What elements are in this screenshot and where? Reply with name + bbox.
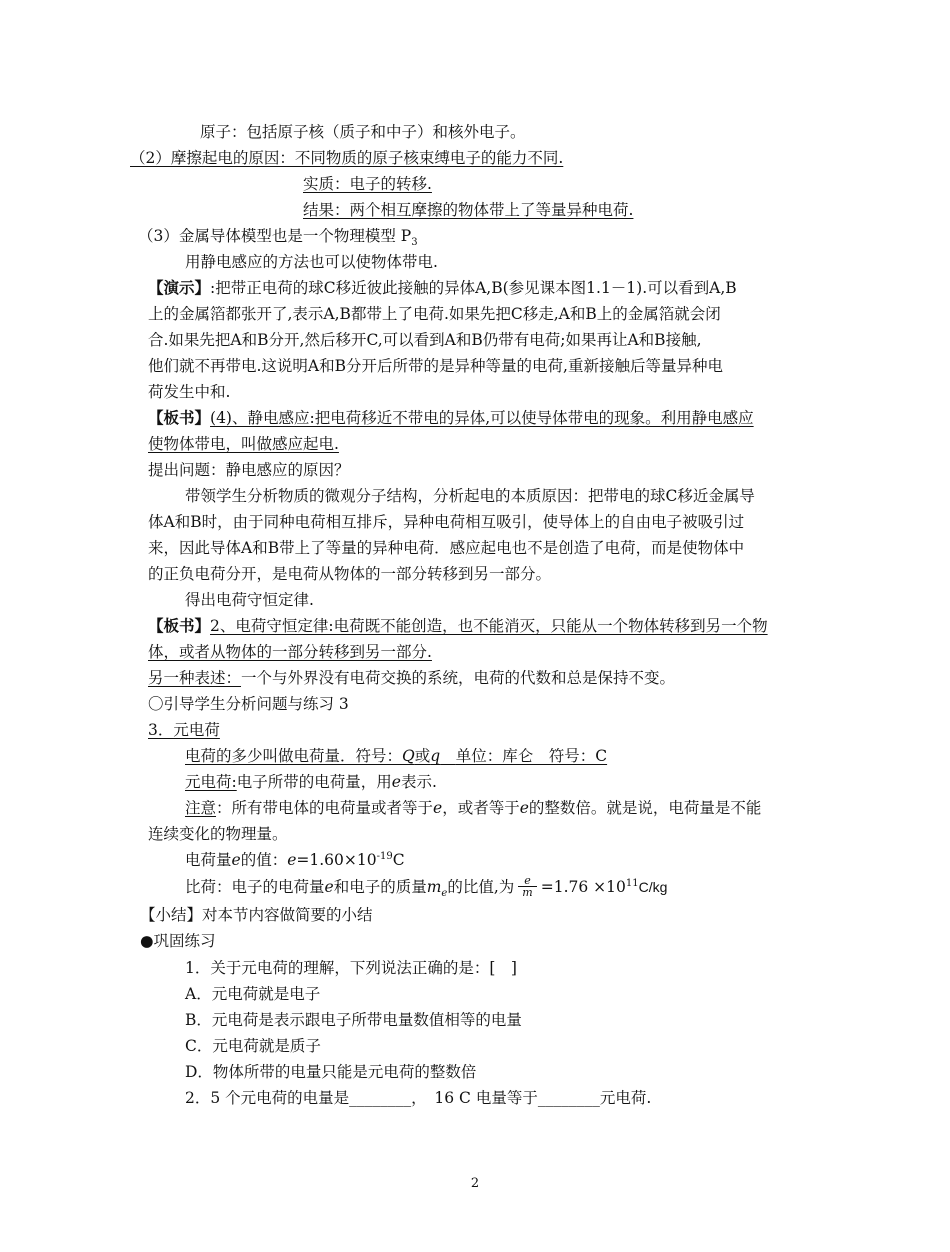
text-line-demo-2: 上的金属箔都张开了,表示A,B都带上了电荷.如果先把C移走,A和B上的金属箔就会闭 xyxy=(148,305,721,323)
question-1-option-b: B．元电荷是表示跟电子所带电量数值相等的电量 xyxy=(185,1011,522,1029)
text-line-practice-heading: ●巩固练习 xyxy=(140,932,216,950)
text-line-metal-model: （3）金属导体模型也是一个物理模型 $P_3$ xyxy=(138,227,418,249)
text-line-board-conservation-1: 【板书】2、电荷守恒定律:电荷既不能创造，也不能消灭，只能从一个物体转移到另一个物 xyxy=(148,616,768,635)
question-1: 1．关于元电荷的理解，下列说法正确的是：[ ] xyxy=(185,959,517,977)
text-line-board-conservation-2: 体，或者从物体的一部分转移到另一部分. xyxy=(148,643,432,661)
text-line-demo-1: 【演示】:把带正电荷的球C移近彼此接触的异体A,B(参见课本图1.1－1).可以看到A,B xyxy=(148,278,737,297)
text-line-board-induction-1: 【板书】(4)、静电感应:把电荷移近不带电的异体,可以使导体带电的现象。利用静电感应 xyxy=(148,408,754,427)
text-line-demo-3: 合.如果先把A和B分开,然后移开C,可以看到A和B仍带有电荷;如果再让A和B接触, xyxy=(148,331,702,349)
text-line-note-2: 连续变化的物理量。 xyxy=(148,825,288,843)
text-line-board-induction-2: 使物体带电，叫做感应起电. xyxy=(148,435,339,453)
text-line-question: 提出问题：静电感应的原因？ xyxy=(148,461,350,479)
text-line-essence: 实质：电子的转移. xyxy=(303,175,432,193)
text-line-analysis-4: 的正负电荷分开，是电荷从物体的一部分转移到另一部分。 xyxy=(148,565,552,583)
text-line-note-1: 注意：所有带电体的电荷量或者等于e，或者等于e的整数倍。就是说，电荷量是不能 xyxy=(185,799,762,817)
text-line-demo-4: 他们就不再带电.这说明A和B分开后所带的是异种等量的电荷,重新接触后等量异种电 xyxy=(148,357,723,375)
text-line-charge-quantity: 电荷的多少叫做电荷量．符号：Q或q 单位：库仑 符号：C xyxy=(185,747,608,765)
section-heading-elementary-charge: 3．元电荷 xyxy=(148,721,220,739)
question-2: 2．5 个元电荷的电量是________， 16 C 电量等于________元电荷. xyxy=(185,1089,652,1107)
text-line-demo-5: 荷发生中和. xyxy=(148,383,231,401)
text-line-analysis-2: 体A和B时，由于同种电荷相互排斥，异种电荷相互吸引，使导体上的自由电子被吸引过 xyxy=(148,513,745,531)
text-line-elementary-charge-def: 元电荷:电子所带的电荷量，用e表示. xyxy=(185,773,437,791)
page-number: 2 xyxy=(470,1176,480,1191)
text-line-atom: 原子：包括原子核（质子和中子）和核外电子。 xyxy=(200,123,526,141)
text-line-summary: 【小结】对本节内容做简要的小结 xyxy=(140,906,373,924)
fraction-e-over-m: $\frac{e}{m}$ xyxy=(518,875,536,898)
text-line-friction-cause: （2）摩擦起电的原因：不同物质的原子核束缚电子的能力不同. xyxy=(130,149,564,167)
question-1-option-a: A．元电荷就是电子 xyxy=(185,985,321,1003)
text-line-guide-exercise: 〇引导学生分析问题与练习 3 xyxy=(148,695,349,713)
question-1-option-c: C．元电荷就是质子 xyxy=(185,1037,321,1055)
text-line-e-value: 电荷量e的值：$e=1.60\times 10^{-19}C$ xyxy=(185,850,405,869)
text-line-specific-charge: 比荷：电子的电荷量e和电子的质量$m_e$的比值,为 $\frac{e}{m}$ $=1.76 \times 10^{11}C/kg$ xyxy=(185,873,668,900)
text-line-analysis-3: 来，因此导体A和B带上了等量的异种电荷．感应起电也不是创造了电荷，而是使物体中 xyxy=(148,539,745,557)
text-line-induction-method: 用静电感应的方法也可以使物体带电. xyxy=(185,253,438,271)
text-line-analysis-1: 带领学生分析物质的微观分子结构，分析起电的本质原因：把带电的球C移近金属导 xyxy=(185,487,755,505)
text-line-alt-statement: 另一种表述：一个与外界没有电荷交换的系统，电荷的代数和总是保持不变。 xyxy=(148,669,676,687)
text-line-result: 结果：两个相互摩擦的物体带上了等量异种电荷. xyxy=(303,201,634,219)
text-line-conservation-intro: 得出电荷守恒定律. xyxy=(185,591,314,609)
question-1-option-d: D．物体所带的电量只能是元电荷的整数倍 xyxy=(185,1063,477,1081)
